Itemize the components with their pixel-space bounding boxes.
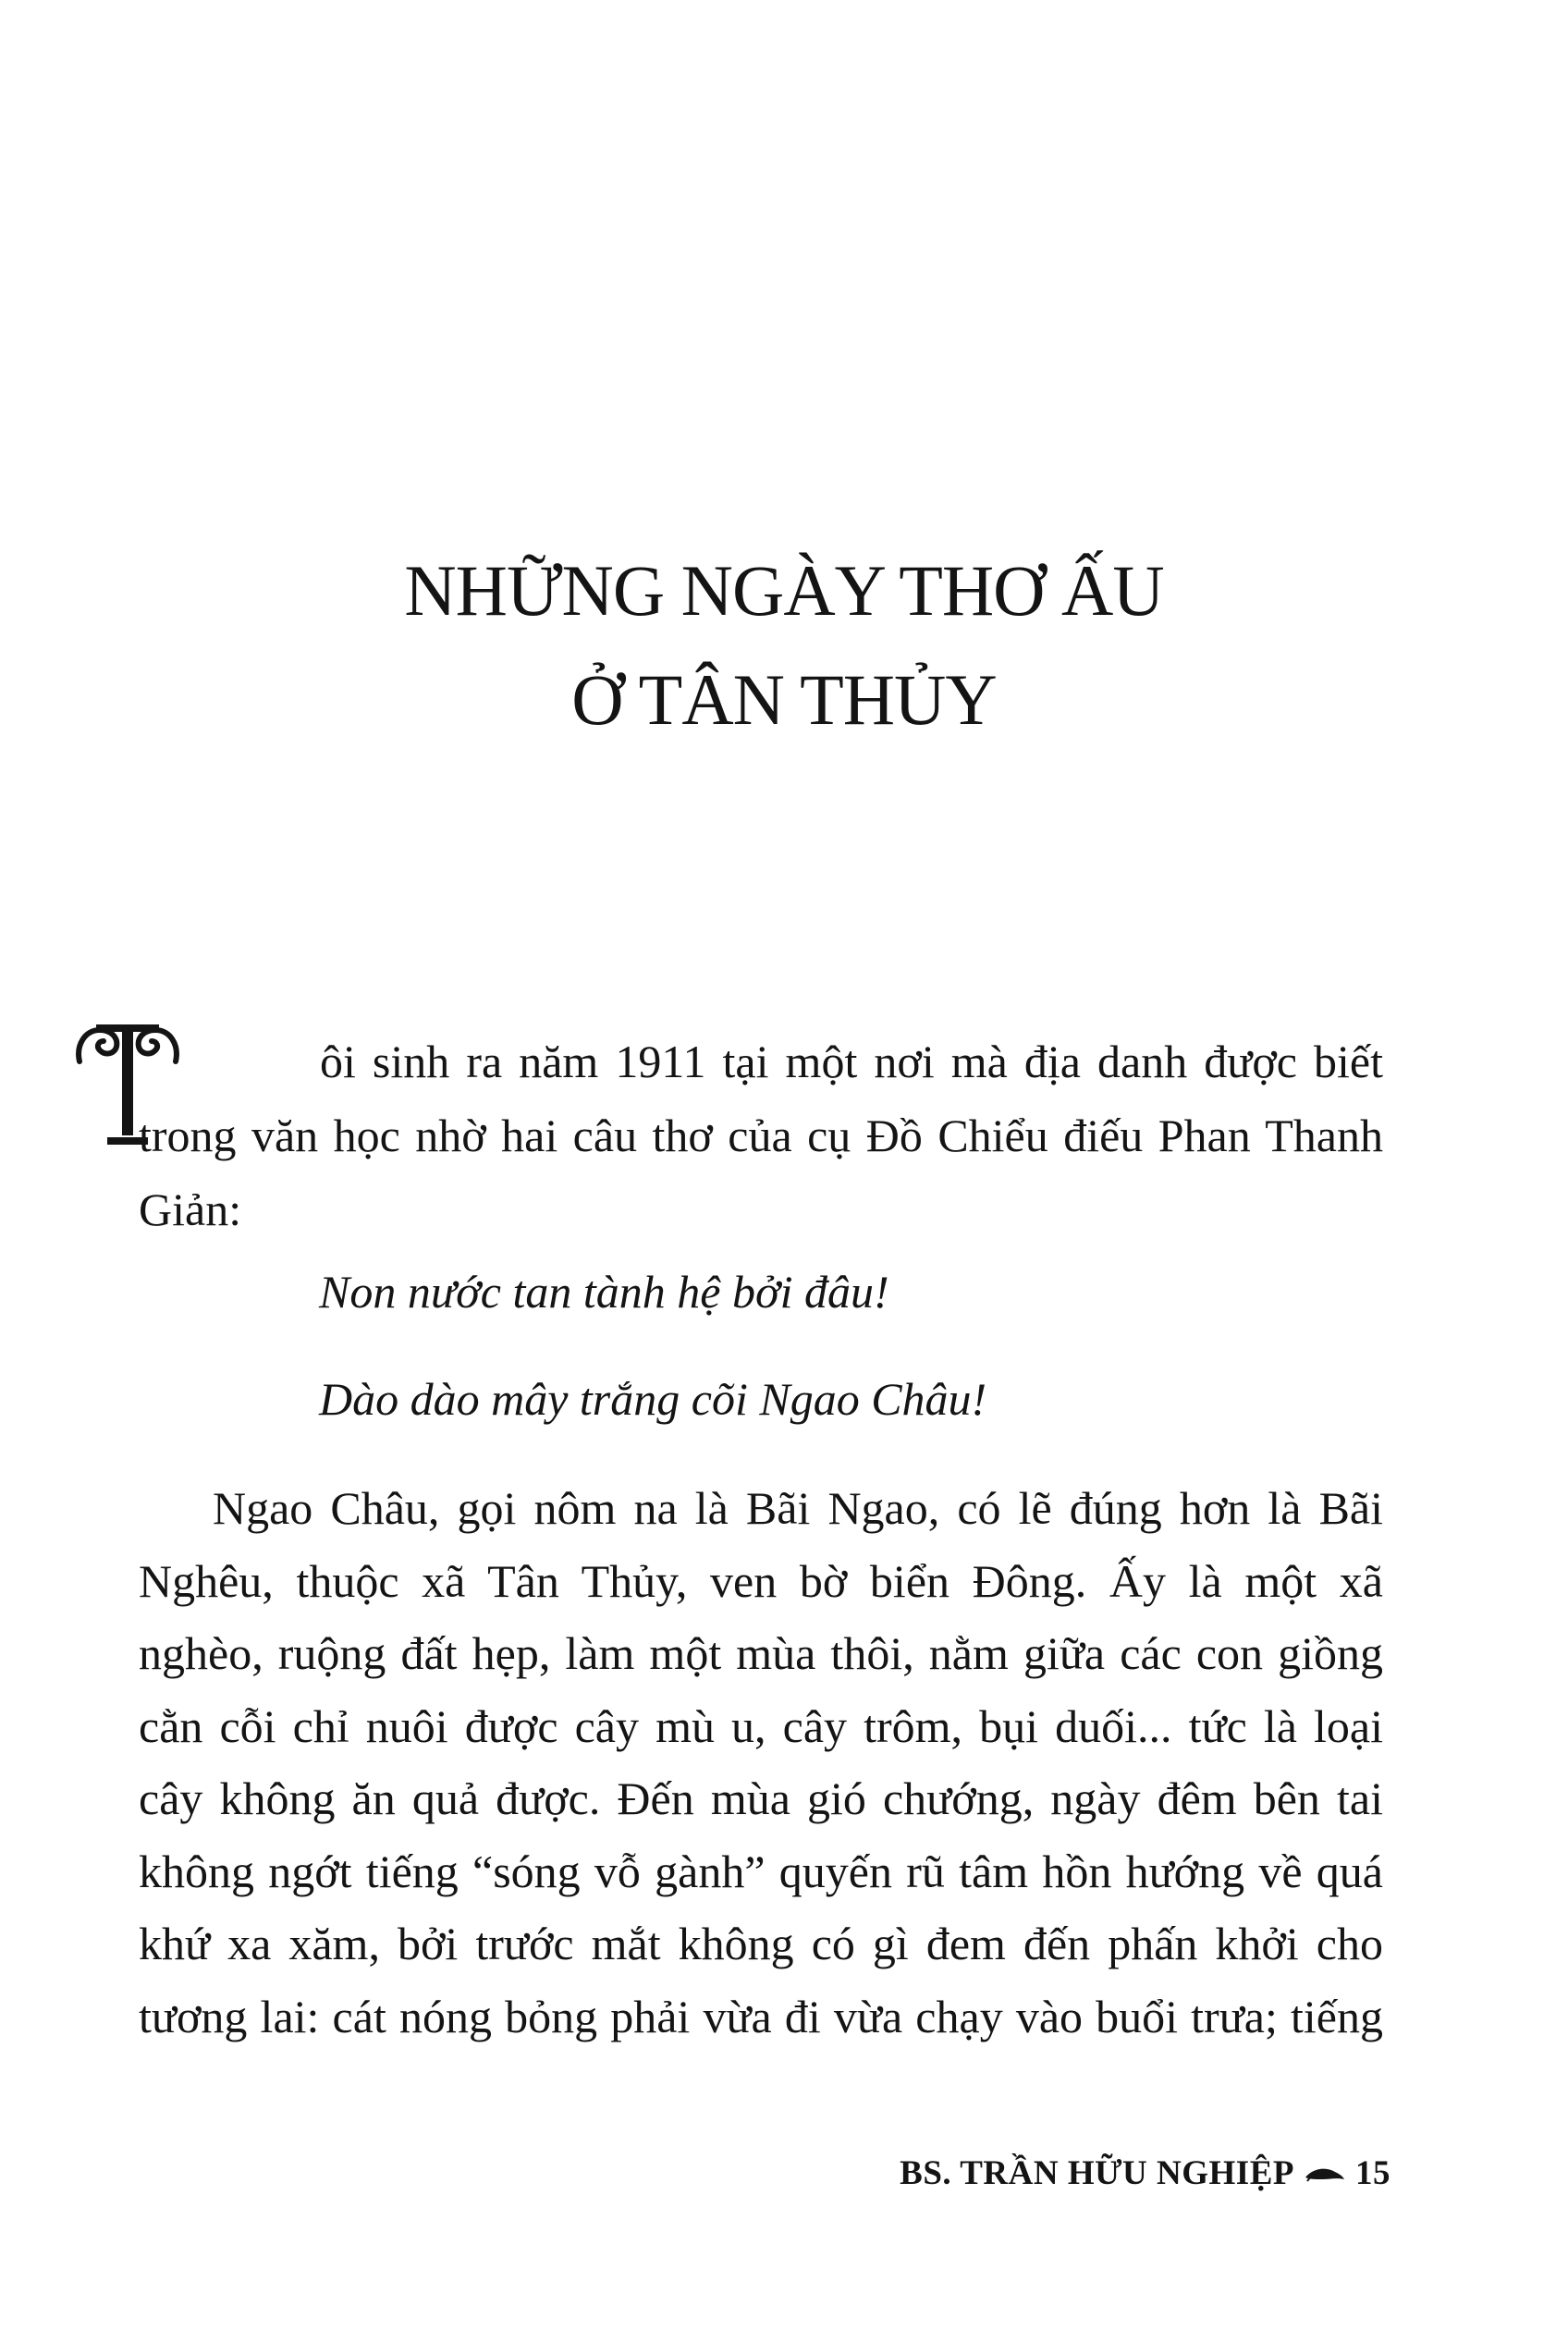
body-paragraph: Ngao Châu, gọi nôm na là Bãi Ngao, có lẽ đúng hơn là Bãi Nghêu, thuộc xã Tân Thủy, ven bờ biển Đông. Ấy là một xã nghèo, ruộng đất hẹp, làm một mùa thôi, nằm giữa các con giồng cằn cỗi chỉ nuôi được cây mù u, cây trôm, bụi duối... tức là loại cây không ăn quả được. Đến mùa gió chướng, ngày đêm bên tai không ngớt tiếng “sóng vỗ gành” quyến rũ tâm hồn hướng về quá khứ xa xăm, bởi trước mắt không có gì đem đến phấn khởi cho tương lai: cát nóng bỏng phải vừa đi vừa chạy vào buổi trưa; tiếng (139, 1482, 1383, 2042)
chapter-title (0, 536, 1568, 754)
verse-line-2: Dào dào mây trắng cõi Ngao Châu! (319, 1373, 987, 1425)
leaf-ornament-icon (1304, 2164, 1346, 2183)
page-number: 15 (1355, 2154, 1390, 2192)
page-footer (900, 2151, 1390, 2197)
author-name: BS. TRẦN HỮU NGHIỆP (900, 2154, 1294, 2192)
chapter-title-line-2: Ở TÂN THỦY (571, 659, 997, 740)
verse-line-1: Non nước tan tành hệ bởi đâu! (319, 1266, 889, 1318)
opening-paragraph: ôi sinh ra năm 1911 tại một nơi mà địa danh được biết trong văn học nhờ hai câu thơ của cụ Đồ Chiểu điếu Phan Thanh Giản: (139, 1036, 1383, 1235)
chapter-title-line-1: NHỮNG NGÀY THƠ ẤU (404, 550, 1164, 631)
